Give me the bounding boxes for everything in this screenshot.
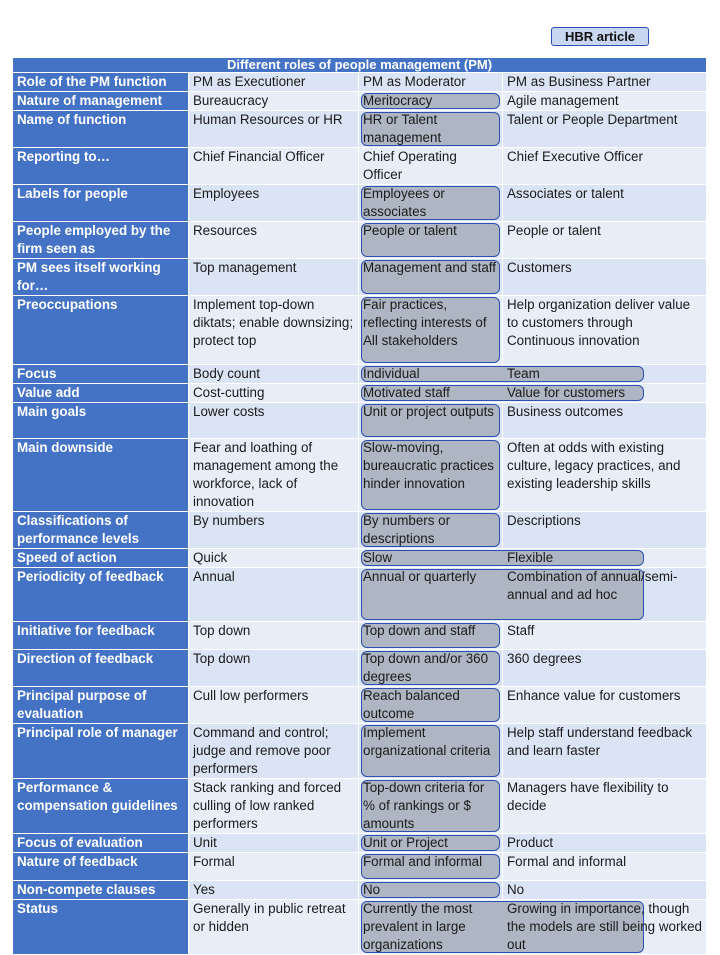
business-partner-text: PM as Business Partner	[507, 74, 651, 89]
business-partner-cell	[503, 881, 707, 900]
business-partner-text: Talent or People Department	[507, 112, 678, 127]
executioner-cell: PM as Executioner	[189, 73, 359, 92]
business-partner-text: People or talent	[507, 223, 601, 238]
moderator-text: Reach balanced outcome	[363, 688, 460, 721]
business-partner-text: No	[507, 882, 525, 897]
executioner-cell: Employees	[189, 185, 359, 222]
moderator-text: Currently the most prevalent in large organizations	[363, 901, 473, 952]
moderator-text: Fair practices, reflecting interests of All stakeholders	[363, 297, 487, 348]
row-label: Direction of feedback	[13, 650, 189, 687]
moderator-text: Unit or Project	[363, 835, 448, 850]
moderator-cell	[359, 259, 503, 296]
moderator-cell	[359, 222, 503, 259]
moderator-cell	[359, 687, 503, 724]
business-partner-cell	[503, 148, 707, 185]
row-label: Initiative for feedback	[13, 622, 189, 650]
business-partner-text: Descriptions	[507, 513, 581, 528]
table-row	[13, 622, 707, 650]
moderator-cell	[359, 111, 503, 148]
business-partner-cell	[503, 384, 707, 403]
moderator-cell	[359, 900, 503, 955]
business-partner-cell	[503, 296, 707, 365]
table-row	[13, 384, 707, 403]
row-label: Focus	[13, 365, 189, 384]
row-label: Principal purpose of evaluation	[13, 687, 189, 724]
business-partner-text: Agile management	[507, 93, 619, 108]
table-row	[13, 222, 707, 259]
moderator-text: Slow	[363, 550, 393, 565]
business-partner-text: Help organization deliver value to customers through Continuous innovation	[507, 297, 691, 348]
business-partner-cell	[503, 222, 707, 259]
business-partner-cell	[503, 779, 707, 834]
moderator-text: Top-down criteria for % of rankings or $ amounts	[363, 780, 485, 831]
row-label: Nature of feedback	[13, 853, 189, 881]
business-partner-text: Managers have flexibility to decide	[507, 780, 669, 813]
hbr-article-badge: HBR article	[551, 27, 649, 46]
executioner-cell: Human Resources or HR	[189, 111, 359, 148]
moderator-text: By numbers or descriptions	[363, 513, 451, 546]
row-label: Performance & compensation guidelines	[13, 779, 189, 834]
business-partner-text: Flexible	[507, 550, 554, 565]
executioner-cell: Unit	[189, 834, 359, 853]
moderator-cell	[359, 650, 503, 687]
moderator-text: Annual or quarterly	[363, 569, 477, 584]
moderator-text: People or talent	[363, 223, 457, 238]
executioner-cell: Annual	[189, 568, 359, 622]
row-label: Periodicity of feedback	[13, 568, 189, 622]
moderator-cell	[359, 148, 503, 185]
business-partner-text: Chief Executive Officer	[507, 149, 643, 164]
business-partner-cell	[503, 622, 707, 650]
moderator-cell	[359, 365, 503, 384]
business-partner-text: Team	[507, 366, 540, 381]
moderator-text: HR or Talent management	[363, 112, 442, 145]
business-partner-cell	[503, 403, 707, 439]
moderator-text: Top down and staff	[363, 623, 476, 638]
table-row	[13, 259, 707, 296]
business-partner-text: Often at odds with existing culture, legacy practices, and existing leadership skills	[507, 440, 681, 491]
moderator-cell	[359, 724, 503, 779]
executioner-cell: Generally in public retreat or hidden	[189, 900, 359, 955]
business-partner-cell	[503, 834, 707, 853]
row-label: Labels for people	[13, 185, 189, 222]
executioner-cell: Resources	[189, 222, 359, 259]
table-row	[13, 900, 707, 955]
row-label: Main downside	[13, 439, 189, 512]
executioner-cell: Stack ranking and forced culling of low ranked performers	[189, 779, 359, 834]
moderator-cell	[359, 779, 503, 834]
moderator-text: Formal and informal	[363, 854, 483, 869]
row-label: Classifications of performance levels	[13, 512, 189, 549]
business-partner-cell	[503, 185, 707, 222]
moderator-text: Management and staff	[363, 260, 497, 275]
highlight-box	[361, 882, 500, 898]
table-row	[13, 439, 707, 512]
executioner-cell: Cull low performers	[189, 687, 359, 724]
executioner-cell: Command and control; judge and remove poor performers	[189, 724, 359, 779]
table-row	[13, 365, 707, 384]
business-partner-cell	[503, 439, 707, 512]
business-partner-text: Staff	[507, 623, 535, 638]
moderator-cell	[359, 403, 503, 439]
table-row	[13, 724, 707, 779]
business-partner-cell	[503, 92, 707, 111]
table-row	[13, 111, 707, 148]
executioner-cell: Top down	[189, 650, 359, 687]
row-label: Role of the PM function	[13, 73, 189, 92]
executioner-cell: Cost-cutting	[189, 384, 359, 403]
business-partner-cell	[503, 687, 707, 724]
business-partner-text: Combination of annual/semi-annual and ad hoc	[507, 569, 678, 602]
table-title-row	[13, 58, 707, 73]
business-partner-cell	[503, 853, 707, 881]
business-partner-text: Customers	[507, 260, 572, 275]
moderator-text: Top down and/or 360 degrees	[363, 651, 489, 684]
table-row	[13, 403, 707, 439]
table-row	[13, 148, 707, 185]
executioner-cell: Formal	[189, 853, 359, 881]
moderator-text: Motivated staff	[363, 385, 450, 400]
row-label: Preoccupations	[13, 296, 189, 365]
executioner-cell: Body count	[189, 365, 359, 384]
business-partner-text: Growing in importance, though the models are still being worked out	[507, 901, 703, 952]
business-partner-cell	[503, 73, 707, 92]
moderator-cell	[359, 73, 503, 92]
row-label: Speed of action	[13, 549, 189, 568]
row-label: PM sees itself working for…	[13, 259, 189, 296]
table-row	[13, 185, 707, 222]
moderator-cell	[359, 622, 503, 650]
moderator-text: Individual	[363, 366, 420, 381]
executioner-cell: Bureaucracy	[189, 92, 359, 111]
business-partner-text: Business outcomes	[507, 404, 624, 419]
business-partner-text: Enhance value for customers	[507, 688, 681, 703]
table-row	[13, 568, 707, 622]
executioner-cell: Top down	[189, 622, 359, 650]
business-partner-text: Help staff understand feedback and learn faster	[507, 725, 693, 758]
moderator-cell	[359, 384, 503, 403]
business-partner-cell	[503, 650, 707, 687]
highlight-box	[361, 550, 644, 566]
business-partner-text: Formal and informal	[507, 854, 627, 869]
row-label: Value add	[13, 384, 189, 403]
executioner-cell: Yes	[189, 881, 359, 900]
business-partner-cell	[503, 724, 707, 779]
business-partner-text: Product	[507, 835, 554, 850]
row-label: Non-compete clauses	[13, 881, 189, 900]
executioner-cell: Quick	[189, 549, 359, 568]
executioner-cell: Top management	[189, 259, 359, 296]
moderator-cell	[359, 185, 503, 222]
moderator-cell	[359, 549, 503, 568]
moderator-text: No	[363, 882, 381, 897]
row-label: Name of function	[13, 111, 189, 148]
table-row	[13, 881, 707, 900]
row-label: People employed by the firm seen as	[13, 222, 189, 259]
moderator-cell	[359, 439, 503, 512]
table-row	[13, 92, 707, 111]
table-title: Different roles of people management (PM)	[13, 58, 707, 73]
table-row	[13, 853, 707, 881]
moderator-cell	[359, 853, 503, 881]
row-label: Nature of management	[13, 92, 189, 111]
moderator-text: Unit or project outputs	[363, 404, 494, 419]
business-partner-text: Associates or talent	[507, 186, 624, 201]
row-label: Focus of evaluation	[13, 834, 189, 853]
moderator-cell	[359, 881, 503, 900]
table-row	[13, 549, 707, 568]
moderator-cell	[359, 512, 503, 549]
table-row	[13, 296, 707, 365]
table-row	[13, 73, 707, 92]
moderator-cell	[359, 568, 503, 622]
table-row	[13, 779, 707, 834]
business-partner-cell	[503, 111, 707, 148]
business-partner-cell	[503, 259, 707, 296]
row-label: Status	[13, 900, 189, 955]
executioner-cell: Implement top-down diktats; enable downsizing; protect top	[189, 296, 359, 365]
moderator-text: Implement organizational criteria	[363, 725, 491, 758]
business-partner-text: Value for customers	[507, 385, 626, 400]
moderator-text: PM as Moderator	[363, 74, 466, 89]
business-partner-cell	[503, 512, 707, 549]
moderator-cell	[359, 834, 503, 853]
table-row	[13, 687, 707, 724]
table-row	[13, 834, 707, 853]
executioner-cell: Chief Financial Officer	[189, 148, 359, 185]
moderator-text: Slow-moving, bureaucratic practices hinder innovation	[363, 440, 494, 491]
moderator-cell	[359, 92, 503, 111]
table-row	[13, 512, 707, 549]
business-partner-text: 360 degrees	[507, 651, 582, 666]
moderator-text: Employees or associates	[363, 186, 445, 219]
table-row	[13, 650, 707, 687]
executioner-cell: By numbers	[189, 512, 359, 549]
executioner-cell: Fear and loathing of management among the workforce, lack of innovation	[189, 439, 359, 512]
row-label: Main goals	[13, 403, 189, 439]
row-label: Reporting to…	[13, 148, 189, 185]
moderator-text: Chief Operating Officer	[363, 149, 457, 182]
pm-roles-table	[12, 57, 707, 955]
moderator-text: Meritocracy	[363, 93, 433, 108]
executioner-cell: Lower costs	[189, 403, 359, 439]
row-label: Principal role of manager	[13, 724, 189, 779]
moderator-cell	[359, 296, 503, 365]
